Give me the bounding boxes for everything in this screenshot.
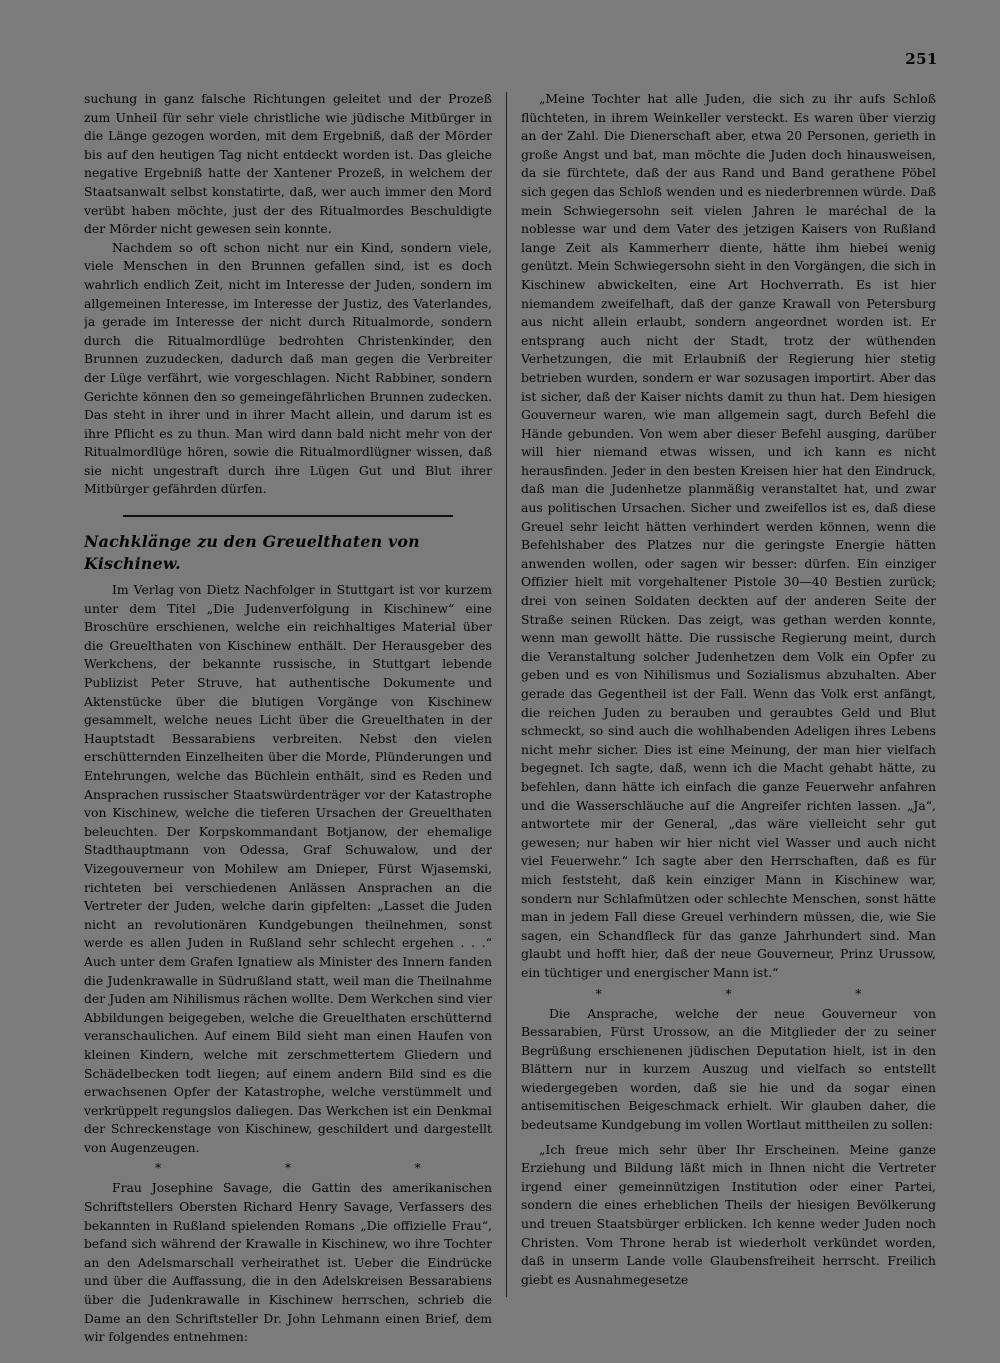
page-number: 251 xyxy=(905,50,938,68)
paragraph: Im Verlag von Dietz Nachfolger in Stuttgart ist vor kurzem unter dem Titel „Die Judenverfolgung in Kischinew“ eine Broschüre erschienen, welche ein reichhaltiges Material über die Greuelthaten von Kischinew enthält. Der Herausgeber des Werkchens, der bekannte russische, in Stuttgart lebende Publizist Peter Struve, hat authentische Dokumente und Aktenstücke über die blutigen Vorgänge von Kischinew gesammelt, welche neues Licht über die Greuelthaten in der Hauptstadt Bessarabiens verbreiten. Nebst den vielen erschütternden Einzelheiten über die Morde, Plünderungen und Entehrungen, welche das Büchlein enthält, sind es Reden und Ansprachen russischer Staatswürdenträger vor der Katastrophe von Kischinew, welche die tieferen Ursachen der Greuelthaten beleuchten. Der Korpskommandant Botjanow, der ehemalige Stadthauptmann von Odessa, Graf Schuwalow, und der Vizegouverneur von Mohilew am Dnieper, Fürst Wjasemski, richteten bei verschiedenen Anlässen Ansprachen an die Vertreter der Juden, welche darin gipfelten: „Lasset die Juden nicht an revolutionären Kundgebungen theilnehmen, sonst werde es allen Juden in Rußland sehr schlecht ergehen . . .“ Auch unter dem Grafen Ignatiew als Minister des Innern fanden die Judenkrawalle in Südrußland statt, weil man die Theilnahme der Juden am Nihilismus rächen wollte. Dem Werkchen sind vier Abbildungen beigegeben, welche die Greuelthaten erschütternd veranschaulichen. Auf einem Bild sieht man einen Haufen von kleinen Kindern, welche mit zerschmettertem Gliedern und Schädelbecken todt liegen; auf einem andern Bild sind es die erwachsenen Opfer der Katastrophe, welche verstümmelt und verkrüppelt regungslos daliegen. Das Werkchen ist ein Denkmal der Schreckenstage von Kischinew, geschildert und dargestellt von Augenzeugen. xyxy=(84,582,492,1155)
section-rule xyxy=(123,515,453,517)
section-separator: * * * xyxy=(595,986,922,1001)
column-divider xyxy=(506,92,507,1297)
section-separator: * * * xyxy=(155,1161,481,1176)
right-column xyxy=(521,90,936,1320)
paragraph: „Ich freue mich sehr über Ihr Erscheinen. Meine ganze Erziehung und Bildung läßt mich in Ihnen nicht die Vertreter irgend einer gemeinnützigen Institution oder einer Partei, sondern die eines erheblichen Theils der hiesigen Bevölkerung und treuen Staatsbürger erblicken. Ich kenne weder Juden noch Christen. Vom Throne herab ist wiederholt verkündet worden, daß in unserm Lande volle Glaubensfreiheit herrscht. Freilich giebt es Ausnahmegesetze xyxy=(521,1141,936,1287)
section-heading: Nachklänge zu den Greuelthaten von Kischinew. xyxy=(84,532,420,574)
left-column xyxy=(84,90,492,1350)
paragraph: suchung in ganz falsche Richtungen geleitet und der Prozeß zum Unheil für sehr viele christliche wie jüdische Mitbürger in die Länge gezogen worden, mit dem Ergebniß, daß der Mörder bis auf den heutigen Tag nicht entdeckt worden ist. Das gleiche negative Ergebniß hatte der Xantener Prozeß, in welchem der Staatsanwalt selbst konstatirte, daß, wer auch immer den Mord verübt haben möchte, just der des Ritualmordes Beschuldigte der Mörder nicht gewesen sein konnte. xyxy=(84,91,492,237)
paragraph: Die Ansprache, welche der neue Gouverneur von Bessarabien, Fürst Urossow, an die Mitglieder der zu seiner Begrüßung erschienenen jüdischen Deputation hielt, ist in den Blättern nur in kurzem Auszug und vielfach so entstellt wiedergegeben worden, daß sie hie und da sogar einen antisemitischen Beigeschmack erhielt. Wir glauben daher, die bedeutsame Kundgebung im vollen Wortlaut mittheilen zu sollen: xyxy=(521,1005,936,1133)
paragraph: Frau Josephine Savage, die Gattin des amerikanischen Schriftstellers Obersten Richard Henry Savage, Verfassers des bekannten in Rußland spielenden Romans „Die offizielle Frau“, befand sich während der Krawalle in Kischinew, wo ihre Tochter an den Adelsmarschall verheirathet ist. Ueber die Eindrücke und über die Auffassung, die in den Adelskreisen Bessarabiens über die Judenkrawalle in Kischinew herrschen, schrieb die Dame an den Schriftsteller Dr. John Lehmann einen Brief, dem wir folgendes entnehmen: xyxy=(84,1180,492,1345)
paragraph: Nachdem so oft schon nicht nur ein Kind, sondern viele, viele Menschen in den Brunnen gefallen sind, ist es doch wahrlich endlich Zeit, nicht im Interesse der Juden, sondern im allgemeinen Interesse, im Interesse der Justiz, des Vaterlandes, ja gerade im Interesse der nicht durch Ritualmorde, sondern durch die Ritualmordlüge bedrohten Christenkinder, den Brunnen zuzudecken, dadurch daß man gegen die Verbreiter der Lüge verfährt, wie vorgeschlagen. Nicht Rabbiner, sondern Gerichte können den so gemeingefährlichen Brunnen zudecken. Das steht in ihrer und in ihrer Macht allein, und darum ist es ihre Pflicht es zu thun. Man wird dann bald nicht mehr von der Ritualmordlüge hören, sowie die Ritualmordlügner wissen, daß sie nicht ungestraft durch ihre Lügen Gut und Blut ihrer Mitbürger gefährden dürfen. xyxy=(84,239,492,497)
paragraph: „Meine Tochter hat alle Juden, die sich zu ihr aufs Schloß flüchteten, in ihrem Weinkeller versteckt. Es waren über vierzig an der Zahl. Die Dienerschaft aber, etwa 20 Personen, gerieth in große Angst und bat, man möchte die Juden doch hinausweisen, da sie fürchtete, daß der aus Rand und Band gerathene Pöbel sich gegen das Schloß wenden und es niederbrennen würde. Daß mein Schwiegersohn seit vielen Jahren le maréchal de la noblesse war und dem Vater des jetzigen Kaisers von Rußland lange Zeit als Kammerherr diente, hätte ihm hiebei wenig genützt. Mein Schwiegersohn sieht in den Vorgängen, die sich in Kischinew abwickelten, eine Art Hochverrath. Es ist hier niemandem zweifelhaft, daß der ganze Krawall von Petersburg aus nicht allein erlaubt, sondern angeordnet worden ist. Er entsprang auch nicht der Stadt, trotz der wüthenden Verhetzungen, die mit Erlaubniß der Regierung hier stetig betrieben wurden, sondern er war sozusagen importirt. Aber das ist sicher, daß der Kaiser nichts damit zu thun hat. Dem hiesigen Gouverneur waren, wie man allgemein sagt, durch Befehl die Hände gebunden. Von wem aber dieser Befehl ausging, darüber will hier niemand etwas wissen, und ich kann es nicht herausfinden. Jeder in den besten Kreisen hier hat den Eindruck, daß man die Judenhetze planmäßig veranstaltet hat, und zwar aus politischen Ursachen. Sicher und zweifellos ist es, daß diese Greuel sehr leicht hätten verhindert werden können, wenn die Befehlshaber des Platzes nur die geringste Energie hätten anwenden wollen, oder sagen wir besser: dürfen. Ein einziger Offizier hielt mit vorgehaltener Pistole 30—40 Bestien zurück; drei von seinen Soldaten deckten auf der anderen Seite der Straße seinen Rücken. Das zeigt, was gethan werden konnte, wenn man gewollt hätte. Die russische Regierung meint, durch die Veranstaltung solcher Judenhetzen dem Volk ein Opfer zu geben und es von Nihilismus und Sozialismus abzuhalten. Aber gerade das Gegentheil ist der Fall. Wenn das Volk erst anfängt, die reichen Juden zu berauben und geraubtes Geld und Blut schmeckt, so sind auch die wohlhabenden Adeligen ihres Lebens nicht mehr sicher. Dies ist eine Meinung, der man hier vielfach begegnet. Ich sagte, daß, wenn ich die Macht gehabt hätte, zu befehlen, dann hätte ich einfach die ganze Feuerwehr anfahren und die Wasserschläuche auf die Angreifer richten lassen. „Ja“, antwortete mir der General, „das wäre vielleicht sehr gut gewesen; nur haben wir hier nicht viel Wasser und auch nicht viel Feuerwehr.“ Ich sagte aber den Herrschaften, daß es für mich feststeht, daß kein einziger Mann in Kischinew war, sondern nur Schlafmützen oder schlechte Menschen, sonst hätte man in jedem Fall diese Greuel verhindern müssen, die, wie Sie sagen, ein Schandfleck für das ganze Jahrhundert sind. Man glaubt und hofft hier, daß der neue Gouverneur, Prinz Urussow, ein tüchtiger und energischer Mann ist.“ xyxy=(521,91,936,980)
